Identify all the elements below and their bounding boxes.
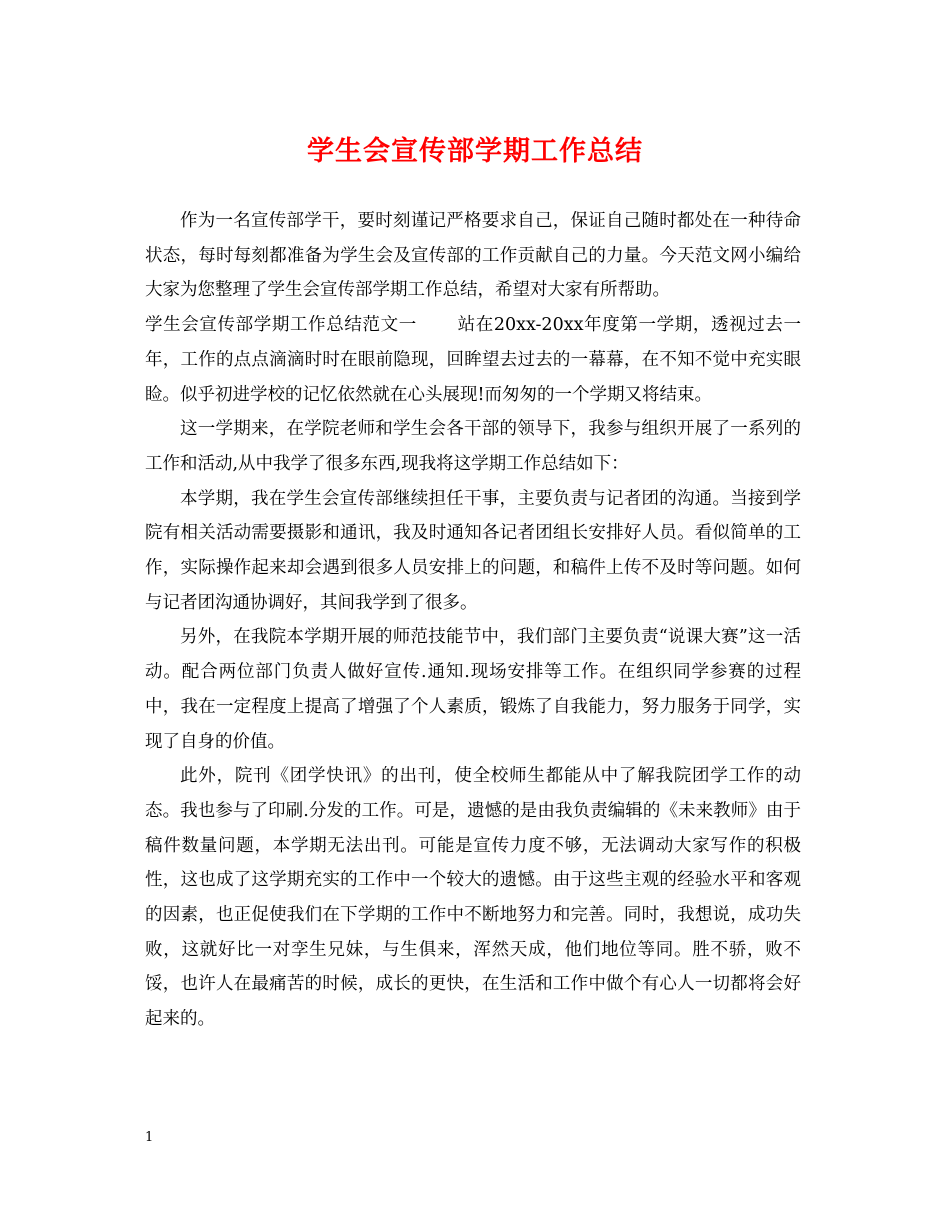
sample-first-paragraph: 站在20xx-20xx年度第一学期，透视过去一年，工作的点点滴滴时时在眼前隐现，回眸望去过去的一幕幕，在不知不觉中充实眼睑。似乎初进学校的记忆依然就在心头展现!而匆匆的一个学期又将结束。 xyxy=(145,315,801,405)
page-number: 1 xyxy=(145,1130,154,1145)
document-body xyxy=(145,204,801,1037)
sample-paragraph xyxy=(145,308,801,412)
body-paragraph: 这一学期来，在学院老师和学生会各干部的领导下，我参与组织开展了一系列的工作和活动,从中我学了很多东西,现我将这学期工作总结如下： xyxy=(145,419,801,474)
body-paragraph: 另外，在我院本学期开展的师范技能节中，我们部门主要负责“说课大赛”这一活动。配合两位部门负责人做好宣传.通知.现场安排等工作。在组织同学参赛的过程中，我在一定程度上提高了增强了个人素质，锻炼了自我能力，努力服务于同学，实现了自身的价值。 xyxy=(145,627,801,752)
body-paragraph: 本学期，我在学生会宣传部继续担任干事，主要负责与记者团的沟通。当接到学院有相关活动需要摄影和通讯，我及时通知各记者团组长安排好人员。看似简单的工作，实际操作起来却会遇到很多人员安排上的问题，和稿件上传不及时等问题。如何与记者团沟通协调好，其间我学到了很多。 xyxy=(145,488,801,613)
sample-heading: 学生会宣传部学期工作总结范文一 xyxy=(145,315,417,336)
document-title: 学生会宣传部学期工作总结 xyxy=(307,136,643,167)
body-paragraph: 此外，院刊《团学快讯》的出刊，使全校师生都能从中了解我院团学工作的动态。我也参与了印刷.分发的工作。可是，遗憾的是由我负责编辑的《未来教师》由于稿件数量问题，本学期无法出刊。可能是宣传力度不够，无法调动大家写作的积极性，这也成了这学期充实的工作中一个较大的遗憾。由于这些主观的经验水平和客观的因素，也正促使我们在下学期的工作中不断地努力和完善。同时，我想说，成功失败，这就好比一对孪生兄妹，与生俱来，浑然天成，他们地位等同。胜不骄，败不馁，也许人在最痛苦的时候，成长的更快，在生活和工作中做个有心人一切都将会好起来的。 xyxy=(145,766,801,1030)
intro-paragraph: 作为一名宣传部学干，要时刻谨记严格要求自己，保证自己随时都处在一种待命状态，每时每刻都准备为学生会及宣传部的工作贡献自己的力量。今天范文网小编给大家为您整理了学生会宣传部学期工作总结，希望对大家有所帮助。 xyxy=(145,211,801,301)
